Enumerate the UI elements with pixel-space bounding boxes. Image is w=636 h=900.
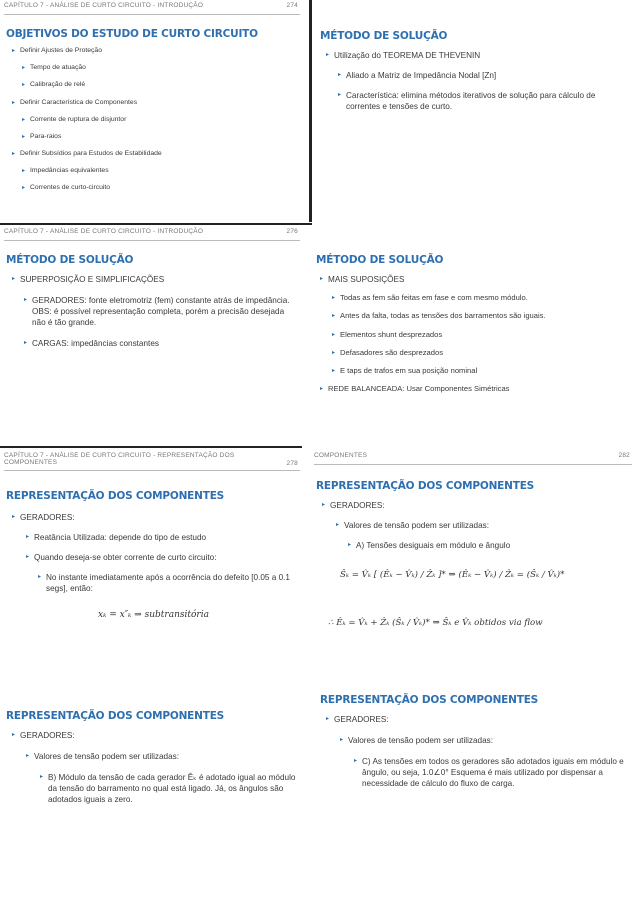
- slide-representacao-1: [0, 450, 304, 668]
- slide-header: [314, 452, 632, 465]
- bullet-icon: ▸: [332, 349, 336, 356]
- list-item: ▸ B) Módulo da tensão de cada gerador Êₖ é adotado igual ao módulo da tensão do barramento no qual está ligado. Já, os ângulos são adotados iguais a zero.: [40, 773, 296, 805]
- bullet-icon: ▸: [12, 276, 16, 282]
- slide-objetivos: [0, 0, 304, 222]
- bullet-list: [12, 46, 296, 193]
- bullet-icon: ▸: [326, 716, 330, 722]
- list-item: ▸ Valores de tensão podem ser utilizadas:: [340, 736, 494, 746]
- bullet-icon: ▸: [340, 737, 344, 744]
- bullet-list: [12, 730, 296, 805]
- bullet-icon: ▸: [22, 168, 26, 175]
- slide-title: MÉTODO DE SOLUÇÃO: [316, 254, 444, 266]
- formula-tensao-interna: ∴ Êₖ = V̂ₖ + Ẑₖ (Ŝₖ / V̂ₖ)* ⇒ Ŝₖ e V̂ₖ obtidos via flow: [328, 618, 543, 628]
- bullet-icon: ▸: [332, 368, 336, 375]
- list-item: ▸ Reatância Utilizada: depende do tipo de estudo: [26, 533, 207, 543]
- list-item: ▸ GERADORES:: [322, 501, 385, 510]
- list-item: ▸ Definir Ajustes de Proteção: [12, 47, 102, 54]
- bullet-list: [12, 274, 296, 349]
- bullet-list: [322, 500, 628, 551]
- bullet-list: [12, 512, 296, 594]
- bullet-icon: ▸: [12, 732, 16, 738]
- list-item: ▸ Calibração de relé: [22, 81, 86, 89]
- header-text: COMPONENTES: [314, 452, 368, 459]
- bullet-icon: ▸: [24, 297, 28, 304]
- bullet-icon: ▸: [336, 522, 340, 529]
- list-item: ▸ GERADORES:: [326, 715, 389, 724]
- formula-subtransitoria: xₖ = x″ₖ ⇒ subtransitória: [98, 610, 209, 620]
- bullet-icon: ▸: [320, 386, 324, 393]
- bullet-icon: ▸: [26, 753, 30, 760]
- slide-header: [4, 452, 300, 471]
- bullet-icon: ▸: [22, 116, 26, 123]
- formula-potencia: Ŝₖ = V̂ₖ [ (Êₖ − V̂ₖ) / Ẑₖ ]* ⇒ (Êₖ − V̂ₖ) / Ẑₖ = (Ŝₖ / V̂ₖ)*: [340, 570, 565, 580]
- bullet-icon: ▸: [354, 758, 358, 765]
- bullet-icon: ▸: [38, 574, 42, 581]
- slide-representacao-2: [310, 450, 636, 668]
- slide-representacao-3: [0, 680, 304, 900]
- bullet-icon: ▸: [338, 72, 342, 79]
- slide-title: MÉTODO DE SOLUÇÃO: [320, 30, 448, 42]
- list-item: ▸ Valores de tensão podem ser utilizadas:: [26, 752, 180, 762]
- list-item: ▸ A) Tensões desiguais em módulo e ângulo: [348, 541, 511, 551]
- header-text: CAPÍTULO 7 - ANÁLISE DE CURTO CIRCUITO - INTRODUÇÃO: [4, 2, 204, 9]
- slide-divider: [0, 223, 312, 225]
- bullet-icon: ▸: [320, 276, 324, 282]
- list-item: ▸ Defasadores são desprezados: [332, 347, 444, 357]
- bullet-list: [320, 274, 628, 395]
- bullet-icon: ▸: [12, 514, 16, 520]
- list-item: ▸ Valores de tensão podem ser utilizadas:: [336, 521, 490, 531]
- bullet-icon: ▸: [22, 82, 26, 89]
- list-item: ▸ Tempo de atuação: [22, 64, 86, 72]
- list-item: ▸ Aliado a Matriz de Impedância Nodal [Zn]: [338, 71, 497, 81]
- list-item: ▸ No instante imediatamente após a ocorrência do defeito [0.05 a 0.1 segs], então:: [38, 573, 290, 594]
- slide-title: MÉTODO DE SOLUÇÃO: [6, 254, 134, 266]
- list-item: ▸ MAIS SUPOSIÇÕES: [320, 275, 405, 284]
- page-number: 274: [286, 2, 298, 9]
- bullet-icon: ▸: [26, 534, 30, 541]
- bullet-icon: ▸: [348, 542, 352, 549]
- bullet-icon: ▸: [12, 48, 16, 54]
- bullet-icon: ▸: [26, 554, 30, 561]
- slide-title: REPRESENTAÇÃO DOS COMPONENTES: [316, 480, 535, 492]
- bullet-list: [326, 50, 624, 112]
- slide-metodo-1: [314, 0, 636, 222]
- slide-representacao-4: [314, 680, 636, 900]
- bullet-icon: ▸: [326, 52, 330, 58]
- bullet-icon: ▸: [12, 99, 16, 106]
- slide-divider: [309, 0, 312, 222]
- list-item: ▸ E taps de trafos em sua posição nominal: [332, 366, 478, 376]
- list-item: ▸ Correntes de curto-circuito: [22, 184, 111, 192]
- slide-title: OBJETIVOS DO ESTUDO DE CURTO CIRCUITO: [6, 28, 258, 40]
- list-item: ▸ SUPERPOSIÇÃO E SIMPLIFICAÇÕES: [12, 275, 165, 284]
- bullet-icon: ▸: [24, 340, 28, 347]
- list-item: ▸ Antes da falta, todas as tensões dos barramentos são iguais.: [332, 311, 546, 321]
- bullet-icon: ▸: [22, 185, 26, 192]
- list-item: ▸ GERADORES:: [12, 731, 75, 740]
- list-item: ▸ C) As tensões em todos os geradores são adotados iguais em módulo e ângulo, ou seja, 1.0∠0° Esquema é mais utilizado por dispensar a necessidade de cálculo do fluxo de carga.: [354, 757, 624, 789]
- bullet-icon: ▸: [322, 502, 326, 508]
- header-text: CAPÍTULO 7 - ANÁLISE DE CURTO CIRCUITO - REPRESENTAÇÃO DOS COMPONENTES: [4, 452, 235, 467]
- list-item: ▸ Utilização do TEOREMA DE THEVENIN: [326, 51, 481, 60]
- list-item: ▸ GERADORES:: [12, 513, 75, 522]
- bullet-icon: ▸: [338, 92, 342, 99]
- list-item: ▸ Característica: elimina métodos iterativos de solução para cálculo de correntes e tensões de curto.: [338, 91, 596, 112]
- slide-metodo-3: [310, 226, 636, 444]
- list-item: ▸ Todas as fem são feitas em fase e com mesmo módulo.: [332, 293, 528, 303]
- page-number: 282: [618, 452, 630, 459]
- slide-title: REPRESENTAÇÃO DOS COMPONENTES: [6, 490, 225, 502]
- slide-title: REPRESENTAÇÃO DOS COMPONENTES: [6, 710, 225, 722]
- bullet-icon: ▸: [332, 295, 336, 302]
- bullet-icon: ▸: [12, 151, 16, 158]
- slide-header: [4, 2, 300, 15]
- page-number: 276: [286, 228, 298, 235]
- list-item: ▸ CARGAS: impedâncias constantes: [24, 339, 159, 349]
- list-item: ▸ Definir Subsídios para Estudos de Estabilidade: [12, 150, 162, 158]
- list-item: ▸ GERADORES: fonte eletromotriz (fem) constante atrás de impedância. OBS: é possível representação completa, porém a precisão desejada não é tão grande.: [24, 296, 290, 328]
- bullet-icon: ▸: [332, 313, 336, 320]
- bullet-icon: ▸: [40, 774, 44, 781]
- slide-header: [4, 228, 300, 241]
- list-item: ▸ Quando deseja-se obter corrente de curto circuito:: [26, 553, 217, 563]
- page-number: 278: [286, 460, 298, 467]
- bullet-icon: ▸: [332, 331, 336, 338]
- list-item: ▸ Impedâncias equivalentes: [22, 167, 109, 175]
- list-item: ▸ Definir Característica de Componentes: [12, 98, 138, 106]
- list-item: ▸ Corrente de ruptura de disjuntor: [22, 115, 127, 123]
- list-item: ▸ Elementos shunt desprezados: [332, 329, 443, 339]
- slide-metodo-2: [0, 226, 304, 444]
- bullet-icon: ▸: [22, 133, 26, 140]
- slide-title: REPRESENTAÇÃO DOS COMPONENTES: [320, 694, 539, 706]
- bullet-icon: ▸: [22, 65, 26, 72]
- bullet-list: [326, 714, 630, 789]
- list-item: ▸ REDE BALANCEADA: Usar Componentes Simétricas: [320, 384, 510, 394]
- header-text: CAPÍTULO 7 - ANÁLISE DE CURTO CIRCUITO - INTRODUÇÃO: [4, 228, 204, 235]
- list-item: ▸ Para-raios: [22, 132, 62, 140]
- slide-divider: [0, 446, 302, 448]
